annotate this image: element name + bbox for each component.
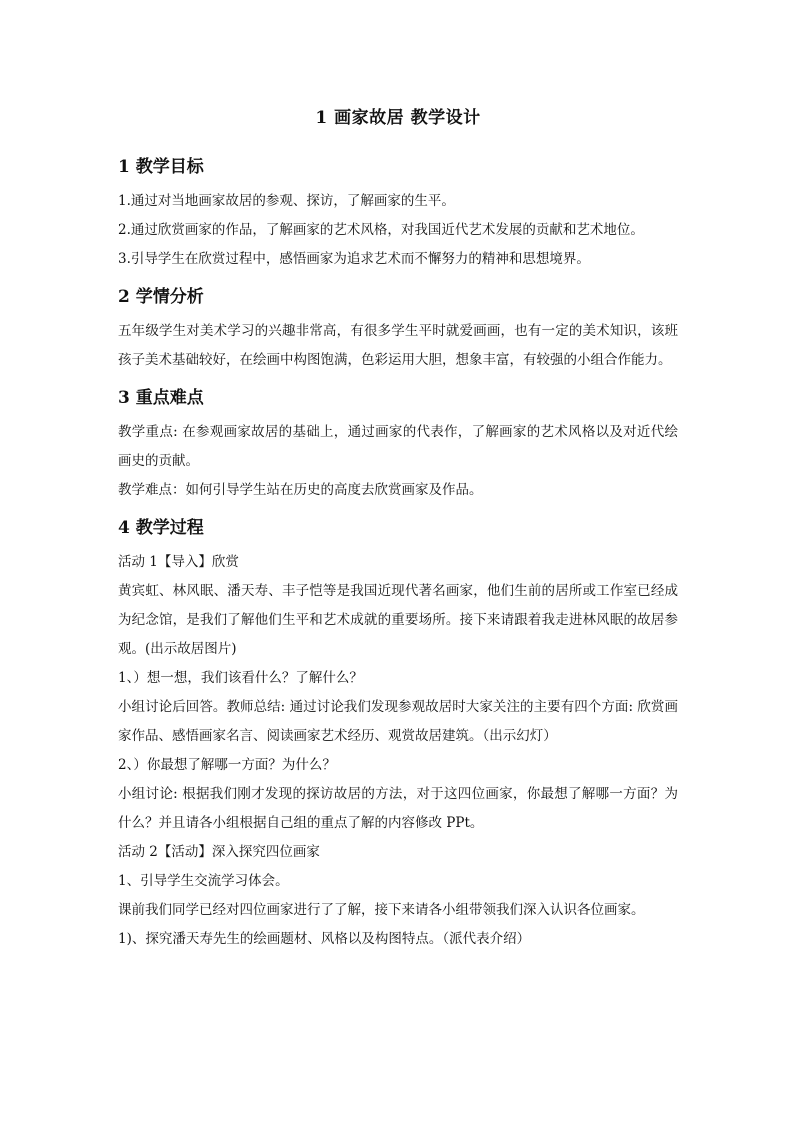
- objective-item: 1.通过对当地画家故居的参观、探访，了解画家的生平。: [118, 193, 455, 209]
- section-heading-objectives: 1 教学目标: [118, 157, 204, 177]
- objective-item: 3.引导学生在欣赏过程中，感悟画家为追求艺术而不懈努力的精神和思想境界。: [118, 251, 590, 267]
- section-heading-teaching-process: 4 教学过程: [118, 518, 204, 538]
- difficulty-paragraph: 教学难点：如何引导学生站在历史的高度去欣赏画家及作品。: [118, 482, 483, 498]
- activity-title: 活动 2【活动】深入探究四位画家: [118, 844, 320, 860]
- activity-title: 活动 1【导入】欣赏: [118, 554, 239, 570]
- analysis-paragraph: 五年级学生对美术学习的兴趣非常高，有很多学生平时就爱画画，也有一定的美术知识，该班孩子美术基础较好，在绘画中构图饱满，色彩运用大胆，想象丰富，有较强的小组合作能力。: [118, 323, 678, 368]
- objective-item: 2.通过欣赏画家的作品，了解画家的艺术风格，对我国近代艺术发展的贡献和艺术地位。: [118, 222, 644, 238]
- document-body: [118, 104, 678, 954]
- process-question: 1、）想一想，我们该看什么？了解什么？: [118, 670, 363, 686]
- process-paragraph: 黄宾虹、林风眠、潘天寿、丰子恺等是我国近现代著名画家，他们生前的居所或工作室已经成为纪念馆，是我们了解他们生平和艺术成就的重要场所。接下来请跟着我走进林风眠的故居参观。(出示故居图片): [118, 583, 678, 657]
- section-heading-key-points: 3 重点难点: [118, 388, 204, 408]
- process-paragraph: 课前我们同学已经对四位画家进行了了解，接下来请各小组带领我们深入认识各位画家。: [118, 902, 645, 918]
- process-step: 1、引导学生交流学习体会。: [118, 873, 289, 889]
- key-point-paragraph: 教学重点: 在参观画家故居的基础上，通过画家的代表作，了解画家的艺术风格以及对近代绘画史的贡献。: [118, 424, 678, 469]
- page-title: 1 画家故居 教学设计: [315, 108, 481, 128]
- process-step: 1)、探究潘天寿先生的绘画题材、风格以及构图特点。（派代表介绍）: [118, 931, 531, 947]
- process-paragraph: 小组讨论后回答。教师总结: 通过讨论我们发现参观故居时大家关注的主要有四个方面: 欣赏画家作品、感悟画家名言、阅读画家艺术经历、观赏故居建筑。（出示幻灯）: [118, 699, 678, 744]
- process-paragraph: 小组讨论: 根据我们刚才发现的探访故居的方法，对于这四位画家，你最想了解哪一方面？为什么？并且请各小组根据自己组的重点了解的内容修改 PPt。: [118, 786, 678, 831]
- section-heading-student-analysis: 2 学情分析: [118, 287, 204, 307]
- process-question: 2、）你最想了解哪一方面？为什么？: [118, 757, 336, 773]
